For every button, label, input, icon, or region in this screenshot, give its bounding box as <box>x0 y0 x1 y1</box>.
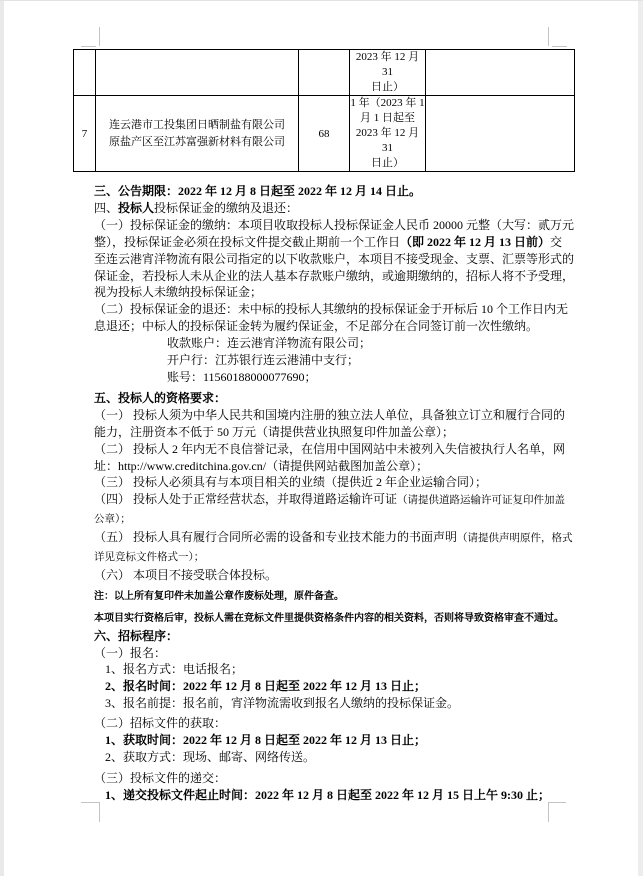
text-segment: （一）投标保证金的缴纳：本项目收取投标人投标保证金人民币 20000 元整（大写：贰万元 <box>94 217 575 232</box>
text-segment: 五、投标人的资格要求： <box>94 390 227 405</box>
doc-line <box>94 567 552 584</box>
doc-line <box>94 268 575 285</box>
doc-line <box>94 318 552 335</box>
page-right-edge <box>638 0 643 876</box>
cell-line: 2023 年 12 月 31 <box>355 51 420 78</box>
cell-line: 连云港市工投集团日晒制盐有限公司 <box>109 119 285 131</box>
document-body <box>94 183 575 804</box>
doc-line <box>94 749 552 766</box>
doc-line <box>94 301 569 318</box>
doc-line <box>94 678 552 695</box>
note-cell <box>426 96 575 172</box>
text-segment: 四、 <box>94 200 119 215</box>
doc-line <box>94 424 552 441</box>
text-segment: 开户行：江苏银行连云港浦中支行； <box>167 353 360 368</box>
doc-line <box>94 609 564 628</box>
doc-line <box>94 787 552 804</box>
seq-cell <box>74 50 96 96</box>
text-segment: （请提供声明原件，格式 <box>457 533 573 545</box>
text-segment: 公章）； <box>94 514 131 526</box>
cell-line: 2023 年 12 月 31 <box>355 127 420 154</box>
doc-line <box>94 284 552 301</box>
doc-line <box>94 335 552 352</box>
doc-line <box>94 587 552 606</box>
doc-line <box>94 407 566 424</box>
doc-line <box>94 628 552 645</box>
page-left-edge <box>0 0 4 876</box>
note-cell <box>426 50 575 96</box>
doc-line <box>94 715 552 732</box>
doc-line <box>94 529 573 548</box>
doc-line <box>94 732 552 749</box>
page-top-edge <box>0 0 643 1</box>
text-segment: （二）招标文件的获取： <box>94 716 227 731</box>
doc-line <box>94 474 552 491</box>
duration-cell <box>350 50 426 96</box>
text-segment: 三、公告期限：2022 年 12 月 8 日起至 2022 年 12 月 14 日止。 <box>94 184 422 198</box>
text-segment: 注：以上所有复印件未加盖公章作废标处理，原件备查。 <box>94 590 344 602</box>
cell-line: 1 年（2023 年 1 <box>350 97 425 109</box>
doc-line <box>94 548 552 567</box>
table-row <box>74 50 575 96</box>
text-segment: （一）报名： <box>94 645 167 660</box>
cell-line: 月 1 日起至 <box>360 112 415 124</box>
text-segment: 六、招标程序： <box>94 628 179 643</box>
routes-table <box>73 49 575 172</box>
table-row <box>74 96 575 172</box>
text-segment: 2、获取方式：现场、邮寄、网络传送。 <box>105 750 316 764</box>
text-segment: 详见竞标文件格式一）； <box>94 552 205 564</box>
cell-line: 日止） <box>371 81 404 93</box>
doc-line <box>94 458 552 475</box>
text-segment: 投标人 <box>118 200 155 215</box>
seq-cell: 7 <box>74 96 96 172</box>
doc-line <box>94 645 552 662</box>
text-segment: （六） 本项目不接受联合体投标。 <box>94 567 278 582</box>
doc-line <box>94 390 552 407</box>
doc-line <box>94 369 552 386</box>
cell-line: 原盐产区至江苏富强新材料有限公司 <box>109 135 285 148</box>
text-segment: 投标保证金的缴纳及退还： <box>154 200 299 215</box>
text-segment: 1、递交投标文件起止时间：2022 年 12 月 8 日起至 2022 年 12 月 15 日上午 9:30 止； <box>105 787 550 802</box>
text-segment: 1、报名方式：电话报名； <box>105 662 244 677</box>
doc-line <box>94 200 552 217</box>
text-segment: 1、获取时间：2022 年 12 月 8 日起至 2022 年 12 月 13 日止； <box>105 733 427 748</box>
doc-line <box>94 234 563 251</box>
route-cell <box>96 50 299 96</box>
margin-mark-bottom-left-v <box>99 802 100 822</box>
text-segment: （二） 投标人 2 年内无不良信誉记录，在信用中国网站中未被列入失信被执行人名单，网 <box>94 441 566 456</box>
doc-line <box>94 183 552 200</box>
text-segment: 2、报名时间：2022 年 12 月 8 日起至 2022 年 12 月 13 日止； <box>105 679 427 694</box>
text-segment: 至连云港宵洋物流有限公司指定的以下收款账户，本项目不接受现金、支票、汇票等形式的 <box>94 251 575 266</box>
doc-line <box>94 352 552 369</box>
text-segment: （五） 投标人具有履行合同所必需的设备和专业技术能力的书面声明 <box>94 530 458 545</box>
quantity-cell <box>299 50 350 96</box>
doc-line <box>94 217 575 234</box>
text-segment: 保证金，若投标人未从企业的法人基本存款账户缴纳，或逾期缴纳的，招标人将不予受理， <box>94 268 575 283</box>
text-segment: 整），投标保证金必须在投标文件提交截止期前一个工作日 <box>94 234 401 249</box>
route-cell <box>96 96 299 172</box>
text-segment: 能力，注册资本不低于 50 万元（请提供营业执照复印件加盖公章）； <box>94 424 455 439</box>
text-segment: 收款账户：连云港宵洋物流有限公司； <box>167 336 372 351</box>
doc-line <box>94 441 566 458</box>
text-segment: 账号：11560188000077690； <box>167 369 317 384</box>
doc-line <box>94 491 566 510</box>
text-segment: 视为投标人未缴纳投标保证金； <box>94 285 263 300</box>
margin-mark-bottom-right-v <box>548 802 549 822</box>
text-segment: （三） 投标人必须具有与本项目相关的业绩（提供近 2 年企业运输合同）； <box>94 475 488 490</box>
margin-mark-top-left-v <box>99 27 100 46</box>
text-segment: 交 <box>550 234 563 249</box>
text-segment: （一） 投标人须为中华人民共和国境内注册的独立法人单位，具备独立订立和履行合同的 <box>94 407 566 422</box>
margin-mark-top-left-h <box>81 46 96 47</box>
quantity-cell: 68 <box>299 96 350 172</box>
text-segment: （二）投标保证金的退还：未中标的投标人其缴纳的投标保证金于开标后 10 个工作日内无 <box>94 302 569 317</box>
text-segment: 址：http://www.creditchina.gov.cn/（请提供网站截图加盖公章）； <box>94 458 429 473</box>
doc-line <box>94 251 575 268</box>
text-segment: 息退还；中标人的投标保证金转为履约保证金，不足部分在合同签订前一次性缴纳。 <box>94 319 539 334</box>
doc-line <box>94 661 552 678</box>
text-segment: （三）投标文件的递交： <box>94 770 227 785</box>
doc-line <box>94 510 552 529</box>
margin-mark-top-right-h <box>552 46 567 47</box>
doc-line <box>94 770 552 787</box>
text-segment: （请提供道路运输许可证复印件加盖 <box>397 495 566 507</box>
margin-mark-top-right-v <box>548 27 549 46</box>
duration-cell <box>350 96 426 172</box>
text-segment: 3、报名前提：报名前，宵洋物流需收到报名人缴纳的投标保证金。 <box>105 696 460 711</box>
text-segment: 本项目实行资格后审，投标人需在竞标文件里提供资格条件内容的相关资料，否则将导致资格审查不通过。 <box>94 612 564 624</box>
text-segment: （即 2022 年 12 月 13 日前） <box>400 234 551 249</box>
doc-line <box>94 695 552 712</box>
text-segment: （四） 投标人处于正常经营状态，并取得道路运输许可证 <box>94 492 398 507</box>
cell-line: 日止） <box>371 157 404 169</box>
